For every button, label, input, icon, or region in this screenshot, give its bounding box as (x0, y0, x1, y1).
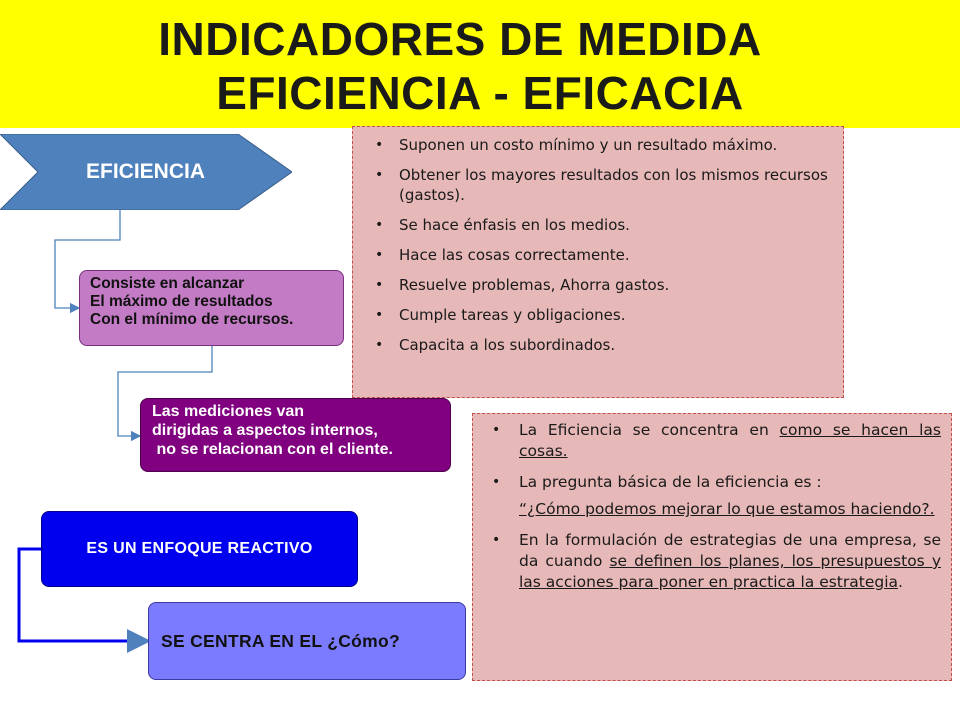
eficiencia-focus-panel (472, 413, 952, 681)
bullet-icon: • (375, 247, 384, 263)
bullet-icon: • (375, 307, 384, 323)
list-item: • Cumple tareas y obligaciones. (375, 306, 626, 324)
eficiencia-characteristics-panel (352, 126, 844, 398)
list-item: • La Eficiencia se concentra en como se hacen las cosas. (492, 421, 941, 460)
title-line-2: EFICIENCIA - EFICACIA (216, 67, 744, 119)
bullet-icon: • (375, 337, 384, 353)
bullet-icon: • (492, 474, 501, 490)
question-text: “¿Cómo podemos mejorar lo que estamos haciendo?. (519, 500, 935, 518)
list-item: • Hace las cosas correctamente. (375, 246, 630, 264)
bullet-icon: • (492, 422, 501, 438)
bullet-icon: • (375, 217, 384, 233)
mediciones-box (140, 398, 451, 472)
title-line-1: INDICADORES DE MEDIDA (158, 13, 762, 65)
bullet-icon: • (375, 277, 384, 293)
characteristics-list (367, 135, 831, 355)
enfoque-reactivo-box: ES UN ENFOQUE REACTIVO (41, 511, 358, 587)
bullet-icon: • (375, 167, 384, 183)
underlined-text: se definen los planes, los presupuestos y las acciones para poner en practica la estrategia (519, 552, 941, 591)
mediciones-line-1: Las mediciones van (152, 403, 305, 420)
mediciones-line-2: dirigidas a aspectos internos, (152, 422, 378, 439)
list-item: • Se hace énfasis en los medios. (375, 216, 630, 234)
consiste-line-1: Consiste en alcanzar (90, 275, 245, 292)
centra-como-box: SE CENTRA EN EL ¿Cómo? (148, 602, 466, 680)
consiste-line-2: El máximo de resultados (90, 293, 273, 310)
underlined-text: como se hacen las cosas. (519, 421, 941, 460)
list-item: • Capacita a los subordinados. (375, 336, 616, 354)
mediciones-line-3: no se relacionan con el cliente. (152, 441, 393, 458)
list-item: • La pregunta básica de la eficiencia es : (492, 473, 822, 491)
list-item: • En la formulación de estrategias de una empresa, se da cuando se definen los planes, los presupuestos y las acciones para poner en practica la estrategia. (492, 531, 941, 591)
list-item: • Resuelve problemas, Ahorra gastos. (375, 276, 670, 294)
list-item: • Suponen un costo mínimo y un resultado máximo. (375, 136, 778, 154)
list-item: • Obtener los mayores resultados con los mismos recursos (gastos). (375, 166, 828, 204)
focus-list (483, 420, 941, 493)
consiste-line-3: Con el mínimo de recursos. (90, 311, 294, 328)
eficiencia-arrow-label: EFICIENCIA (86, 160, 206, 183)
bullet-icon: • (375, 137, 384, 153)
bullet-icon: • (492, 532, 501, 548)
consiste-box (79, 270, 344, 346)
